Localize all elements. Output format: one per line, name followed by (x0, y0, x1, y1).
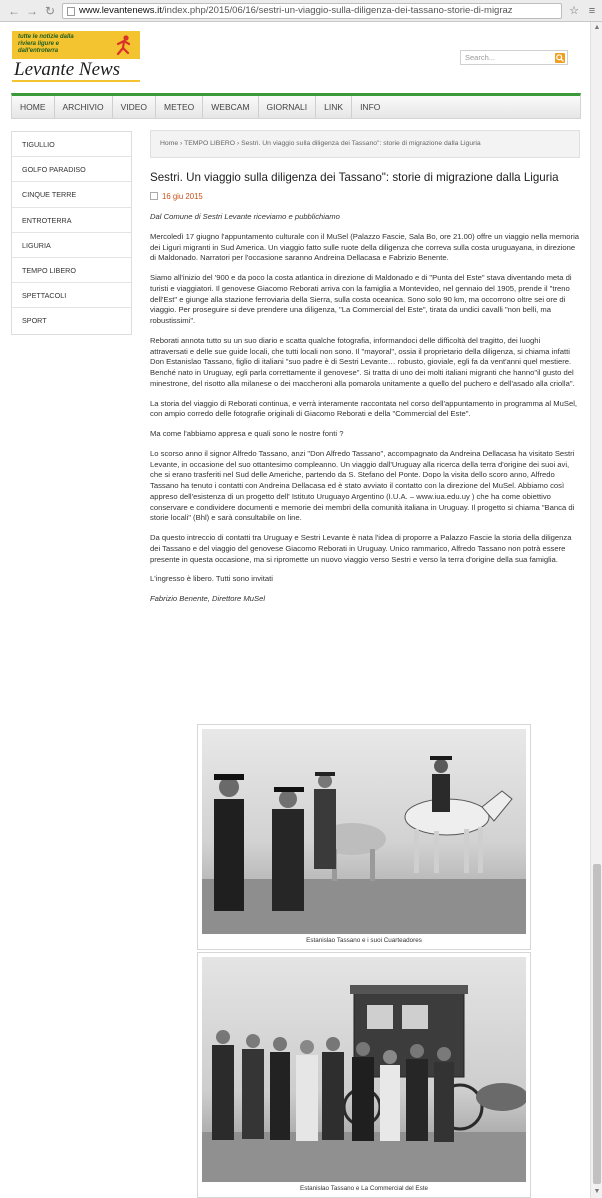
sidebar-item-sport[interactable]: SPORT (22, 316, 47, 326)
bookmark-star-icon[interactable]: ☆ (569, 5, 579, 17)
logo-banner (12, 31, 140, 59)
search-input[interactable] (460, 50, 568, 65)
breadcrumb-category[interactable]: TEMPO LIBERO (184, 140, 236, 147)
logo-name: Levante News (14, 59, 121, 80)
sidebar-item-liguria[interactable]: LIGURIA (12, 233, 131, 258)
photo-frame (197, 724, 531, 950)
article-paragraph: Reborati annota tutto su un suo diario e scatta qualche fotografia, informandoci delle difficoltà del tragitto, dei luoghi attraversati e delle sue guide locali, che tutti locali non sono. Il "mayoral", ossia il proprietario della diligenza, si chiama infatti Don Estanislao Tassano, figlio di italiani "suo padre è di Sestri Levante… robusto, gioviale, egli fa da vent'anni quel mestiere. Benché nato in Uruguay, egli parla correttamente il genovese". Si tratta di uno dei molti italiani migranti che hanno"il gusto del minestrone, del risotto alla milanese o dei maccheroni alla pomarola unitamente a quello del puchero e dell'asado alla criolla". (150, 335, 575, 388)
photo-caption: Estanislao Tassano e i suoi Cuarteadores (306, 937, 422, 944)
page-scrollbar[interactable] (590, 22, 602, 1198)
sidebar-item-tempo-libero[interactable]: TEMPO LIBERO (12, 258, 131, 283)
sidebar-item-spettacoli[interactable]: SPETTACOLI (12, 283, 131, 308)
article-date-text: 16 giu 2015 (162, 192, 203, 201)
menu-icon[interactable]: ≡ (588, 5, 596, 17)
article-intro: Dal Comune di Sestri Levante riceviamo e pubblichiamo (150, 212, 340, 221)
nav-archivio[interactable]: ARCHIVIO (55, 96, 113, 118)
article-paragraph: L'ingresso è libero. Tutti sono invitati (150, 574, 273, 584)
article-paragraph: La storia del viaggio di Reborati continua, e verrà interamente raccontata nel corso dell'appuntamento in programma al MuSel, con ampio corredo delle fotografie originali di Giacomo Reborati e della "Commercial del Este". (150, 398, 578, 419)
sidebar-item-cinque-terre[interactable]: CINQUE TERRE (12, 182, 131, 207)
scroll-thumb[interactable] (593, 864, 601, 1184)
nav-info[interactable]: INFO (360, 102, 381, 112)
breadcrumb (150, 130, 580, 158)
article-date (150, 192, 580, 202)
breadcrumb-home[interactable]: Home (160, 140, 179, 147)
search-button[interactable] (555, 53, 565, 63)
search-placeholder: Search... (465, 53, 496, 62)
article-paragraph: Ma come l'abbiamo appresa e quali sono le nostre fonti ? (150, 429, 344, 438)
calendar-icon (150, 192, 158, 200)
photo-frame (197, 952, 531, 1198)
site-logo[interactable] (12, 31, 140, 81)
article-paragraph: Siamo all'inizio del '900 e da poco la costa atlantica in direzione di Maldonado e di "Punta del Este" stava diventando meta di turisti e viaggiatori. Il genovese Giacomo Reborati arriva con la famiglia a Montevideo, nel gennaio del 1905, prende il "treno dell'Est" e giunge alla stazione ferroviaria della Sierra, sulla costa oceanica. Sono solo 90 km, ma occorrono oltre sei ore di viaggio. Per proseguire si deve prendere una diligenza, "La Commercial del Este", tirata da undici cavalli "non belli, ma robustissimi". (150, 273, 572, 325)
scroll-down-icon[interactable]: ▼ (593, 1188, 601, 1195)
reload-icon[interactable]: ↻ (44, 4, 56, 18)
nav-giornali[interactable]: GIORNALI (259, 96, 317, 118)
logo-tagline: tutte le notizie dalla riviera ligure e dall'entroterra (18, 34, 74, 54)
photo-caption: Estanislao Tassano e La Commercial del Este (300, 1185, 428, 1192)
breadcrumb-separator: › (236, 140, 240, 147)
photo-stagecoach-image (202, 957, 526, 1182)
forward-icon[interactable]: → (26, 4, 38, 18)
article-paragraph: Mercoledì 17 giugno l'appuntamento culturale con il MuSel (Palazzo Fascie, Sala Bo, ore 21.00) offre un viaggio nella memoria dei Liguri migranti in Sud America. Un viaggio fatto sulle ruote della diligenza che correva sulla costa uruguayana, in direzione di Maldonado. Narratori per l'occasione saranno Andreina Dellacasa e Fabrizio Benente. (150, 231, 580, 263)
photo-riders-image (202, 729, 526, 934)
nav-link[interactable]: LINK (316, 96, 352, 118)
scroll-up-icon[interactable]: ▲ (593, 24, 601, 31)
running-figure-icon (112, 34, 134, 56)
historic-photo-stagecoach[interactable] (202, 957, 526, 1182)
url-host: www.levantenews.it (79, 5, 162, 16)
logo-underline (12, 80, 140, 82)
article-paragraph: Da questo intreccio di contatti tra Uruguay e Sestri Levante è nata l'idea di proporre a Palazzo Fascie la storia della diligenza dei Tassano e del viaggio del genovese Giacomo Reborati in Uruguay. Unico rammarico, Alfredo Tassano non potrà essere presente in questa occasione, ma si ripromette un nuovo viaggio verso Sestri e verso la terra d'origine della sua famiglia. (150, 533, 572, 564)
sidebar-item-entroterra[interactable]: ENTROTERRA (12, 208, 131, 233)
nav-meteo[interactable]: METEO (156, 96, 203, 118)
back-icon[interactable]: ← (8, 4, 20, 18)
address-bar[interactable] (62, 3, 562, 19)
article-paragraph: Lo scorso anno il signor Alfredo Tassano, anzi "Don Alfredo Tassano", accompagnato da Andreina Dellacasa ha visitato Sestri Levante, in occasione del suo ottantesimo compleanno. Un viaggio dall'Uruguay alla ricerca della terra d'origine dei suoi avi, che si erano trasferiti nel Sud delle Americhe, partendo da S. Stefano del Ponte. Dopo la visita dello scoro anno, Alfredo Tassano ha tenuto i contatti con Andreina Dellacasa ed è stato avviato il contatto con la direzione del MuSel. Abbiamo così appreso dell'esistenza di un progetto dell' Istituto Uruguayo Argentino (I.U.A. – www.iua.edu.uy ) che ha come obiettivo conservare e condividere documenti e memorie dei membri della comunità italiana in Uruguay. Il progetto si chiama "Banca di storie locali" (Bhl) e sarà consultabile on line. (150, 448, 575, 523)
nav-home[interactable]: HOME (12, 96, 55, 118)
sidebar-item-golfo-paradiso[interactable]: GOLFO PARADISO (12, 157, 131, 182)
article-content (150, 130, 580, 605)
main-navigation (11, 93, 581, 119)
search-icon (555, 53, 565, 63)
browser-toolbar (0, 0, 602, 22)
breadcrumb-current: Sestri. Un viaggio sulla diligenza dei Tassano": storie di migrazione dalla Liguria (241, 140, 481, 147)
category-sidebar (11, 131, 132, 335)
nav-webcam[interactable]: WEBCAM (203, 96, 258, 118)
breadcrumb-separator: › (180, 140, 183, 147)
url-path: /index.php/2015/06/16/sestri-un-viaggio-sulla-diligenza-dei-tassano-storie-di-migraz (161, 5, 513, 16)
historic-photo-riders[interactable] (202, 729, 526, 934)
article-body (150, 212, 580, 605)
article-signature: Fabrizio Benente, Direttore MuSel (150, 594, 266, 603)
sidebar-item-tigullio[interactable]: TIGULLIO (12, 132, 131, 157)
nav-video[interactable]: VIDEO (113, 96, 156, 118)
article-title: Sestri. Un viaggio sulla diligenza dei Tassano": storie di migrazione dalla Liguria (150, 171, 559, 184)
page-icon (67, 7, 75, 16)
